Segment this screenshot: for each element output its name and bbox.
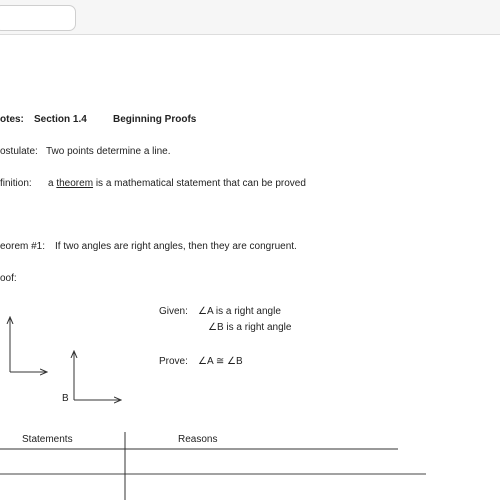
title-section: Section 1.4 <box>34 114 87 125</box>
prove-statement: ∠A ≅ ∠B <box>198 356 243 367</box>
angle-b-figure <box>74 352 120 400</box>
given-statement-b: ∠B is a right angle <box>208 322 292 333</box>
theorem-text: If two angles are right angles, then they are congruent. <box>55 241 297 252</box>
theorem-label: eorem #1: <box>0 241 46 252</box>
title-notes: otes: <box>0 114 24 125</box>
table-header-reasons: Reasons <box>178 434 218 445</box>
definition-post: is a mathematical statement that can be proved <box>95 178 306 189</box>
given-label: Given: <box>159 306 188 317</box>
proof-label: oof: <box>0 273 17 284</box>
table-header-statements: Statements <box>22 434 73 445</box>
given-statement-a: ∠A is a right angle <box>198 306 281 317</box>
angle-b-label: B <box>62 393 69 404</box>
postulate-text: Two points determine a line. <box>46 146 171 157</box>
postulate-label: ostulate: <box>0 146 38 157</box>
prove-label: Prove: <box>159 356 188 367</box>
angle-a-figure <box>10 318 46 372</box>
definition-pre: a <box>48 178 54 189</box>
definition-label: finition: <box>0 178 32 189</box>
definition-term: theorem <box>56 178 94 189</box>
title-topic: Beginning Proofs <box>113 114 197 125</box>
